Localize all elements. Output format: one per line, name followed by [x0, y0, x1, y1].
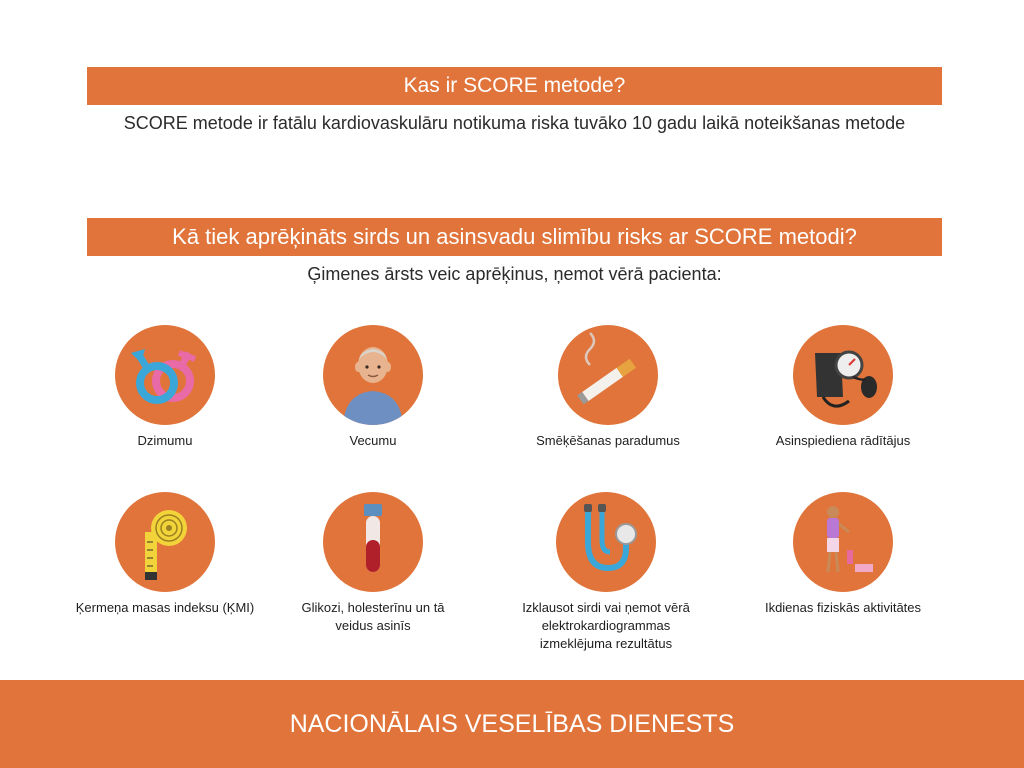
blood-pressure-monitor-icon — [793, 325, 893, 425]
factor-label: Glikozi, holesterīnu un tā veidus asinīs — [301, 600, 445, 633]
cigarette-icon — [558, 325, 658, 425]
blood-test-tube-icon — [323, 492, 423, 592]
factor-label: Vecumu — [349, 433, 397, 448]
stethoscope-icon — [556, 492, 656, 592]
factor-blood-pressure — [743, 325, 943, 450]
factor-smoking — [508, 325, 708, 450]
section-2-text: Ģimenes ārsts veic aprēķinus, ņemot vērā pacienta: — [307, 264, 722, 284]
section-1-text: SCORE metode ir fatālu kardiovaskulāru notikuma riska tuvāko 10 gadu laikā noteikšanas metode — [123, 113, 906, 133]
section-2-title: Kā tiek aprēķināts sirds un asinsvadu slimību risks ar SCORE metodi? — [172, 224, 857, 249]
factor-label: Smēķēšanas paradumus — [536, 433, 680, 448]
factor-age — [273, 325, 473, 450]
footer-banner — [0, 680, 1024, 768]
factor-heart-exam — [506, 492, 706, 653]
factor-blood-test — [273, 492, 473, 635]
factor-label: Dzimumu — [137, 433, 193, 448]
section-1-title: Kas ir SCORE metode? — [403, 74, 626, 97]
factor-gender — [65, 325, 265, 450]
factor-label: Izklausot sirdi vai ņemot vērā elektrokardiogrammas izmeklējuma rezultātus — [522, 600, 690, 651]
factor-label: Asinspiediena rādītājus — [775, 433, 911, 448]
factor-label: Ikdienas fiziskās aktivitātes — [764, 600, 922, 615]
gender-symbols-icon — [115, 325, 215, 425]
footer-text: NACIONĀLAIS VESELĪBAS DIENESTS — [289, 709, 735, 738]
section-1-title-bar — [87, 67, 942, 105]
exercising-woman-icon — [793, 492, 893, 592]
factor-label: Ķermeņa masas indeksu (ĶMI) — [75, 600, 255, 615]
factor-physical-activity — [743, 492, 943, 617]
measuring-tape-icon — [115, 492, 215, 592]
elderly-person-icon — [323, 325, 423, 425]
factor-bmi — [65, 492, 265, 617]
section-2-title-bar — [87, 218, 942, 256]
